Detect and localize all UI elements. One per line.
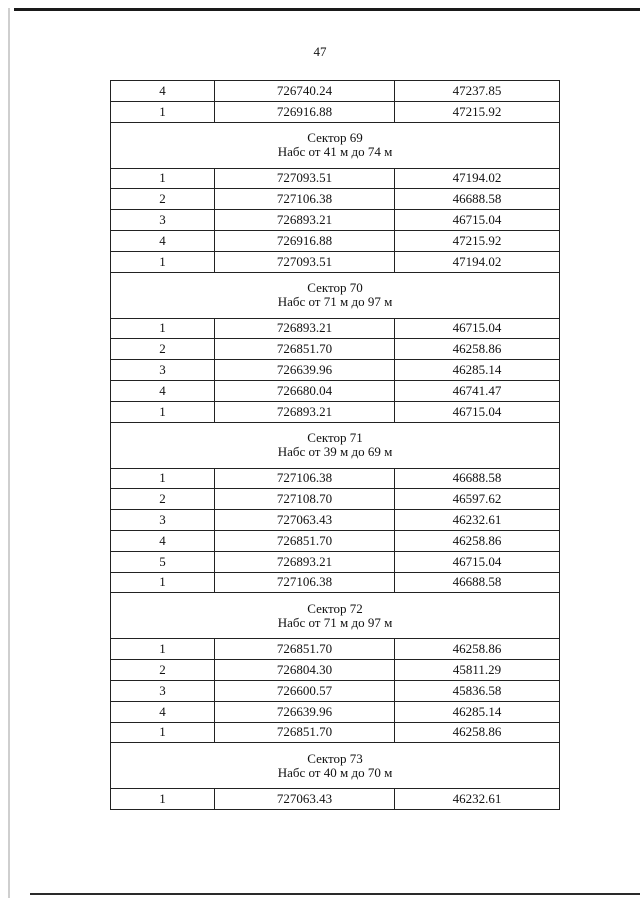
table-row [111, 360, 560, 381]
point-number-cell: 1 [111, 572, 215, 593]
x-coordinate-cell: 726639.96 [215, 360, 395, 381]
x-coordinate-cell: 727106.38 [215, 468, 395, 489]
y-coordinate-cell: 46258.86 [395, 639, 560, 660]
y-coordinate-cell: 47237.85 [395, 81, 560, 102]
scan-edge-left [8, 8, 10, 898]
point-number-cell: 1 [111, 251, 215, 272]
point-number-cell: 4 [111, 701, 215, 722]
point-number-cell: 3 [111, 680, 215, 701]
sector-header-cell [111, 122, 560, 168]
y-coordinate-cell: 46258.86 [395, 722, 560, 743]
table-row [111, 489, 560, 510]
sector-title: Сектор 69 [307, 130, 363, 146]
sector-title: Сектор 73 [307, 750, 363, 766]
sector-header-row [111, 593, 560, 639]
table-row [111, 551, 560, 572]
x-coordinate-cell: 726916.88 [215, 230, 395, 251]
table-row [111, 572, 560, 593]
point-number-cell: 1 [111, 101, 215, 122]
point-number-cell: 1 [111, 318, 215, 339]
point-number-cell: 2 [111, 339, 215, 360]
point-number-cell: 3 [111, 360, 215, 381]
coordinates-table-body [111, 81, 560, 810]
x-coordinate-cell: 726851.70 [215, 639, 395, 660]
table-row [111, 468, 560, 489]
point-number-cell: 4 [111, 81, 215, 102]
point-number-cell: 1 [111, 468, 215, 489]
x-coordinate-cell: 726639.96 [215, 701, 395, 722]
point-number-cell: 1 [111, 639, 215, 660]
y-coordinate-cell: 46258.86 [395, 530, 560, 551]
point-number-cell: 5 [111, 551, 215, 572]
x-coordinate-cell: 727106.38 [215, 189, 395, 210]
sector-header-cell [111, 272, 560, 318]
point-number-cell: 2 [111, 660, 215, 681]
y-coordinate-cell: 46688.58 [395, 189, 560, 210]
point-number-cell: 4 [111, 380, 215, 401]
sector-height-range: Набс от 71 м до 97 м [277, 294, 393, 310]
point-number-cell: 1 [111, 168, 215, 189]
sector-title: Сектор 70 [307, 280, 363, 296]
x-coordinate-cell: 726600.57 [215, 680, 395, 701]
point-number-cell: 4 [111, 530, 215, 551]
sector-header-cell [111, 743, 560, 789]
point-number-cell: 1 [111, 722, 215, 743]
point-number-cell: 1 [111, 789, 215, 810]
page-number: 47 [313, 44, 327, 59]
table-row [111, 680, 560, 701]
y-coordinate-cell: 45811.29 [395, 660, 560, 681]
table-row [111, 701, 560, 722]
table-row [111, 81, 560, 102]
table-row [111, 401, 560, 422]
y-coordinate-cell: 46715.04 [395, 210, 560, 231]
x-coordinate-cell: 727106.38 [215, 572, 395, 593]
scan-edge-bottom [30, 893, 640, 895]
x-coordinate-cell: 727063.43 [215, 789, 395, 810]
x-coordinate-cell: 726893.21 [215, 551, 395, 572]
y-coordinate-cell: 47194.02 [395, 168, 560, 189]
y-coordinate-cell: 47215.92 [395, 230, 560, 251]
table-row [111, 189, 560, 210]
y-coordinate-cell: 47194.02 [395, 251, 560, 272]
y-coordinate-cell: 46232.61 [395, 510, 560, 531]
sector-height-range: Набс от 71 м до 97 м [277, 614, 393, 630]
sector-height-range: Набс от 40 м до 70 м [277, 764, 393, 780]
table-row [111, 660, 560, 681]
y-coordinate-cell: 46715.04 [395, 401, 560, 422]
y-coordinate-cell: 46258.86 [395, 339, 560, 360]
sector-height-range: Набс от 39 м до 69 м [277, 444, 393, 460]
x-coordinate-cell: 726893.21 [215, 401, 395, 422]
table-row [111, 230, 560, 251]
sector-height-range: Набс от 41 м до 74 м [277, 144, 393, 160]
sector-title: Сектор 72 [307, 600, 363, 616]
point-number-cell: 2 [111, 489, 215, 510]
table-row [111, 380, 560, 401]
table-row [111, 530, 560, 551]
x-coordinate-cell: 726804.30 [215, 660, 395, 681]
sector-header-row [111, 272, 560, 318]
x-coordinate-cell: 726893.21 [215, 210, 395, 231]
x-coordinate-cell: 726851.70 [215, 530, 395, 551]
point-number-cell: 4 [111, 230, 215, 251]
y-coordinate-cell: 45836.58 [395, 680, 560, 701]
x-coordinate-cell: 726916.88 [215, 101, 395, 122]
table-row [111, 101, 560, 122]
y-coordinate-cell: 46597.62 [395, 489, 560, 510]
x-coordinate-cell: 727093.51 [215, 251, 395, 272]
table-row [111, 210, 560, 231]
y-coordinate-cell: 46741.47 [395, 380, 560, 401]
x-coordinate-cell: 727108.70 [215, 489, 395, 510]
sector-header-row [111, 122, 560, 168]
table-row [111, 639, 560, 660]
scan-edge-top [14, 8, 640, 11]
table-row [111, 168, 560, 189]
x-coordinate-cell: 727093.51 [215, 168, 395, 189]
x-coordinate-cell: 726893.21 [215, 318, 395, 339]
x-coordinate-cell: 727063.43 [215, 510, 395, 531]
y-coordinate-cell: 46285.14 [395, 701, 560, 722]
sector-title: Сектор 71 [307, 430, 363, 446]
y-coordinate-cell: 46688.58 [395, 572, 560, 593]
x-coordinate-cell: 726851.70 [215, 339, 395, 360]
point-number-cell: 2 [111, 189, 215, 210]
coordinates-table [110, 80, 560, 810]
y-coordinate-cell: 46715.04 [395, 318, 560, 339]
y-coordinate-cell: 46285.14 [395, 360, 560, 381]
point-number-cell: 3 [111, 510, 215, 531]
table-row [111, 339, 560, 360]
table-row [111, 251, 560, 272]
table-row [111, 318, 560, 339]
x-coordinate-cell: 726740.24 [215, 81, 395, 102]
x-coordinate-cell: 726851.70 [215, 722, 395, 743]
x-coordinate-cell: 726680.04 [215, 380, 395, 401]
point-number-cell: 1 [111, 401, 215, 422]
point-number-cell: 3 [111, 210, 215, 231]
sector-header-cell [111, 422, 560, 468]
y-coordinate-cell: 46232.61 [395, 789, 560, 810]
table-row [111, 722, 560, 743]
y-coordinate-cell: 47215.92 [395, 101, 560, 122]
sector-header-row [111, 422, 560, 468]
y-coordinate-cell: 46715.04 [395, 551, 560, 572]
y-coordinate-cell: 46688.58 [395, 468, 560, 489]
sector-header-row [111, 743, 560, 789]
sector-header-cell [111, 593, 560, 639]
table-row [111, 789, 560, 810]
table-row [111, 510, 560, 531]
